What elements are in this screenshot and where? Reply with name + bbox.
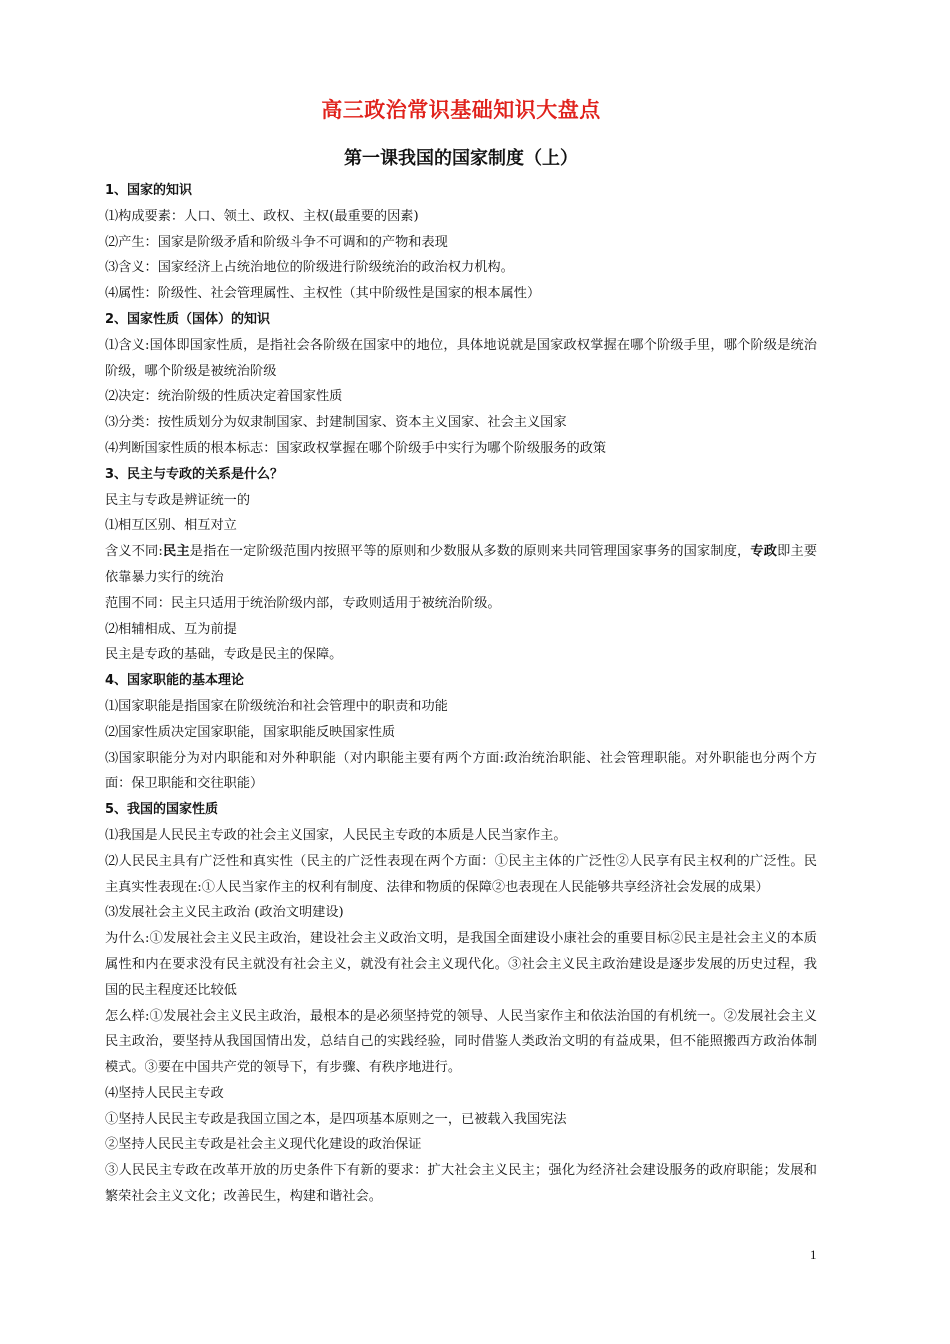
- paragraph: ②坚持人民民主专政是社会主义现代化建设的政治保证: [105, 1137, 422, 1153]
- document-title: 高三政治常识基础知识大盘点: [321, 98, 601, 122]
- paragraph: ①坚持人民民主专政是我国立国之本，是四项基本原则之一，已被载入我国宪法: [105, 1111, 567, 1127]
- paragraph: ⑵人民民主具有广泛性和真实性（民主的广泛性表现在两个方面：①民主主体的广泛性②人民享有民主权利的广泛性。民主真实性表现在:①人民当家作主的权利有制度、法律和物质的保障②也表现在人民能够共享经济社会发展的成果）: [105, 853, 817, 895]
- paragraph: ⑶发展社会主义民主政治 (政治文明建设): [105, 905, 344, 921]
- text-run: 是指在一定阶级范围内按照平等的原则和少数服从多数的原则来共同管理国家事务的国家制度，: [189, 544, 751, 560]
- paragraph: ⑷判断国家性质的根本标志：国家政权掌握在哪个阶级手中实行为哪个阶级服务的政策: [105, 440, 607, 456]
- paragraph: ⑴含义:国体即国家性质，是指社会各阶级在国家中的地位，具体地说就是国家政权掌握在哪个阶级手里，哪个阶级是统治阶级，哪个阶级是被统治阶级: [105, 337, 817, 379]
- paragraph: 民主是专政的基础，专政是民主的保障。: [105, 647, 343, 663]
- section-heading-1: 1、国家的知识: [105, 183, 193, 198]
- paragraph: ⑴相互区别、相互对立: [105, 518, 237, 534]
- paragraph: ⑵国家性质决定国家职能，国家职能反映国家性质: [105, 724, 396, 740]
- text-run: 含义不同:: [105, 544, 163, 560]
- paragraph: ⑶国家职能分为对内职能和对外种职能（对内职能主要有两个方面:政治统治职能、社会管理职能。对外职能也分两个方面：保卫职能和交往职能）: [105, 750, 817, 792]
- paragraph: 为什么:①发展社会主义民主政治，建设社会主义政治文明，是我国全面建设小康社会的重要目标②民主是社会主义的本质属性和内在要求没有民主就没有社会主义，就没有社会主义现代化。③社会主义民主政治建设是逐步发展的历史过程，我国的民主程度还比较低: [105, 931, 817, 998]
- paragraph: ⑷属性：阶级性、社会管理属性、主权性（其中阶级性是国家的根本属性）: [105, 286, 541, 302]
- lesson-title: 第一课我国的国家制度（上）: [344, 148, 578, 169]
- section-heading-3: 3、民主与专政的关系是什么？: [105, 466, 284, 482]
- page-number: 1: [810, 1247, 817, 1262]
- paragraph: ③人民民主专政在改革开放的历史条件下有新的要求：扩大社会主义民主；强化为经济社会建设服务的政府职能；发展和繁荣社会主义文化；改善民生，构建和谐社会。: [105, 1163, 817, 1205]
- keyword-dictatorship: 专政: [750, 544, 778, 560]
- paragraph: ⑵决定：统治阶级的性质决定着国家性质: [105, 389, 343, 405]
- paragraph: ⑵相辅相成、互为前提: [105, 621, 237, 637]
- paragraph: ⑴我国是人民民主专政的社会主义国家，人民民主专政的本质是人民当家作主。: [105, 827, 567, 843]
- paragraph: ⑴国家职能是指国家在阶级统治和社会管理中的职责和功能: [105, 698, 448, 714]
- paragraph: ⑶含义：国家经济上占统治地位的阶级进行阶级统治的政治权力机构。: [105, 260, 514, 276]
- text-run: 即主要依靠暴力实行的统治: [105, 544, 818, 585]
- paragraph: 民主与专政是辨证统一的: [105, 492, 251, 508]
- keyword-democracy: 民主: [162, 544, 190, 560]
- section-heading-5: 5、我国的国家性质: [105, 802, 219, 818]
- paragraph: ⑵产生：国家是阶级矛盾和阶级斗争不可调和的产物和表现: [105, 234, 448, 250]
- section-heading-2: 2、国家性质（国体）的知识: [105, 311, 271, 327]
- paragraph: 怎么样:①发展社会主义民主政治，最根本的是必须坚持党的领导、人民当家作主和依法治国的有机统一。②发展社会主义民主政治，要坚持从我国国情出发，总结自己的实践经验，同时借鉴人类政治文明的有益成果，但不能照搬西方政治体制模式。③要在中国共产党的领导下，有步骤、有秩序地进行。: [105, 1008, 817, 1076]
- paragraph: ⑴构成要素：人口、领土、政权、主权(最重要的因素): [105, 208, 419, 224]
- section-heading-4: 4、国家职能的基本理论: [105, 673, 245, 689]
- paragraph: ⑶分类：按性质划分为奴隶制国家、封建制国家、资本主义国家、社会主义国家: [105, 415, 567, 431]
- paragraph: 范围不同：民主只适用于统治阶级内部，专政则适用于被统治阶级。: [105, 595, 501, 611]
- paragraph-definition: [105, 539, 817, 591]
- paragraph: ⑷坚持人民民主专政: [105, 1085, 224, 1101]
- document-page: [105, 96, 817, 1210]
